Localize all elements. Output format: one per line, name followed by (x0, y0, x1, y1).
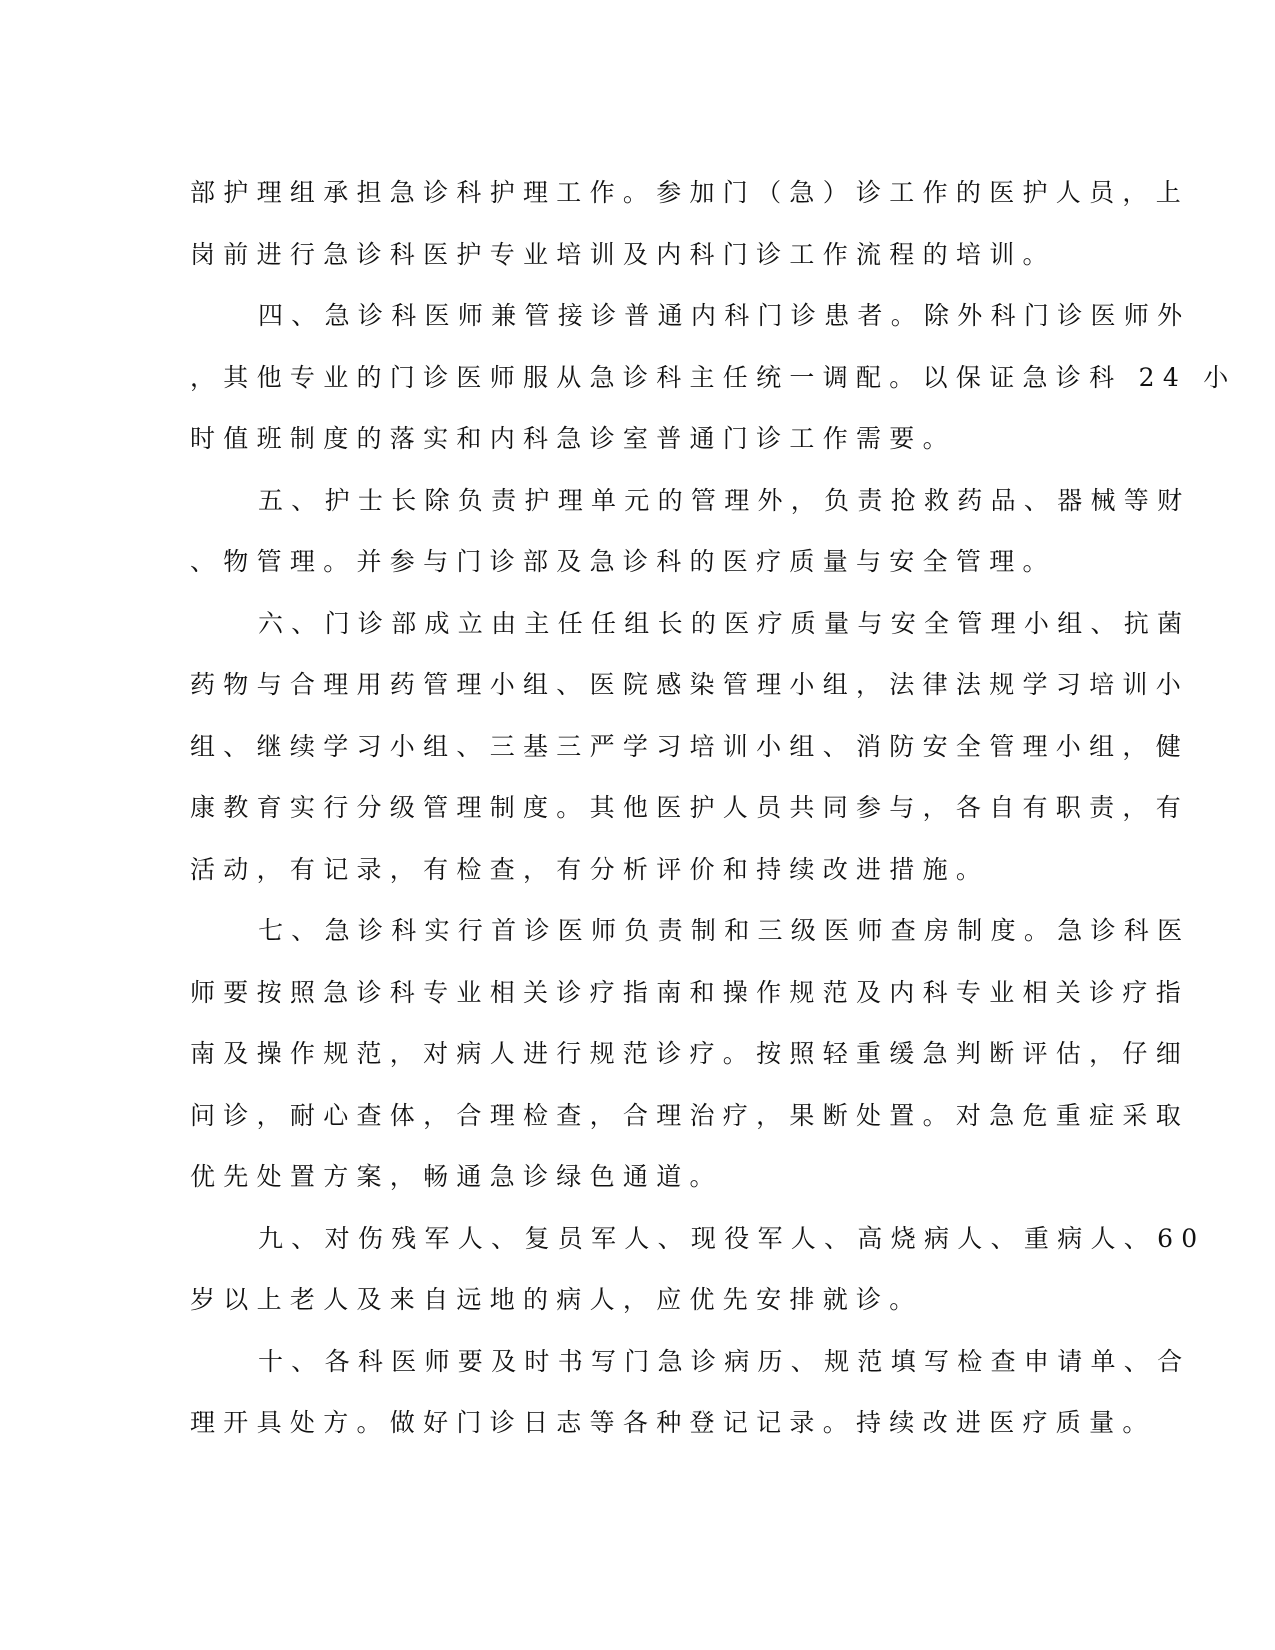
text-line-17: 优先处置方案，畅通急诊绿色通道。 (190, 1162, 723, 1191)
text-line-6: 五、护士长除负责护理单元的管理外，负责抢救药品、器械等财 (258, 485, 1191, 515)
text-line-8: 六、门诊部成立由主任任组长的医疗质量与安全管理小组、抗菌 (258, 608, 1191, 638)
text-line-12: 活动，有记录，有检查，有分析评价和持续改进措施。 (190, 854, 990, 884)
text-line-15: 南及操作规范，对病人进行规范诊疗。按照轻重缓急判断评估，仔细 (190, 1039, 1190, 1068)
text-line-9: 药物与合理用药管理小组、医院感染管理小组，法律法规学习培训小 (190, 670, 1190, 699)
text-line-5: 时值班制度的落实和内科急诊室普通门诊工作需要。 (190, 424, 956, 453)
text-line-21: 理开具处方。做好门诊日志等各种登记记录。持续改进医疗质量。 (190, 1408, 1156, 1437)
text-line-3: 四、急诊科医师兼管接诊普通内科门诊患者。除外科门诊医师外 (258, 301, 1191, 330)
text-line-20: 十、各科医师要及时书写门急诊病历、规范填写检查申请单、合 (258, 1346, 1191, 1376)
text-line-1: 部护理组承担急诊科护理工作。参加门（急）诊工作的医护人员，上 (190, 178, 1190, 207)
text-line-19: 岁以上老人及来自远地的病人，应优先安排就诊。 (190, 1285, 923, 1314)
text-line-11: 康教育实行分级管理制度。其他医护人员共同参与，各自有职责，有 (190, 793, 1190, 822)
text-line-10: 组、继续学习小组、三基三严学习培训小组、消防安全管理小组，健 (190, 731, 1190, 761)
text-line-4: ，其他专业的门诊医师服从急诊科主任统一调配。以保证急诊科 24 小 (190, 362, 1237, 392)
document-body (190, 162, 1237, 1454)
text-line-16: 问诊，耐心查体，合理检查，合理治疗，果断处置。对急危重症采取 (190, 1100, 1190, 1130)
text-line-2: 岗前进行急诊科医护专业培训及内科门诊工作流程的培训。 (190, 239, 1056, 269)
text-line-13: 七、急诊科实行首诊医师负责制和三级医师查房制度。急诊科医 (258, 916, 1191, 945)
text-line-14: 师要按照急诊科专业相关诊疗指南和操作规范及内科专业相关诊疗指 (190, 977, 1190, 1007)
text-line-18: 九、对伤残军人、复员军人、现役军人、高烧病人、重病人、60 (258, 1223, 1206, 1253)
text-line-7: 、物管理。并参与门诊部及急诊科的医疗质量与安全管理。 (190, 547, 1056, 576)
